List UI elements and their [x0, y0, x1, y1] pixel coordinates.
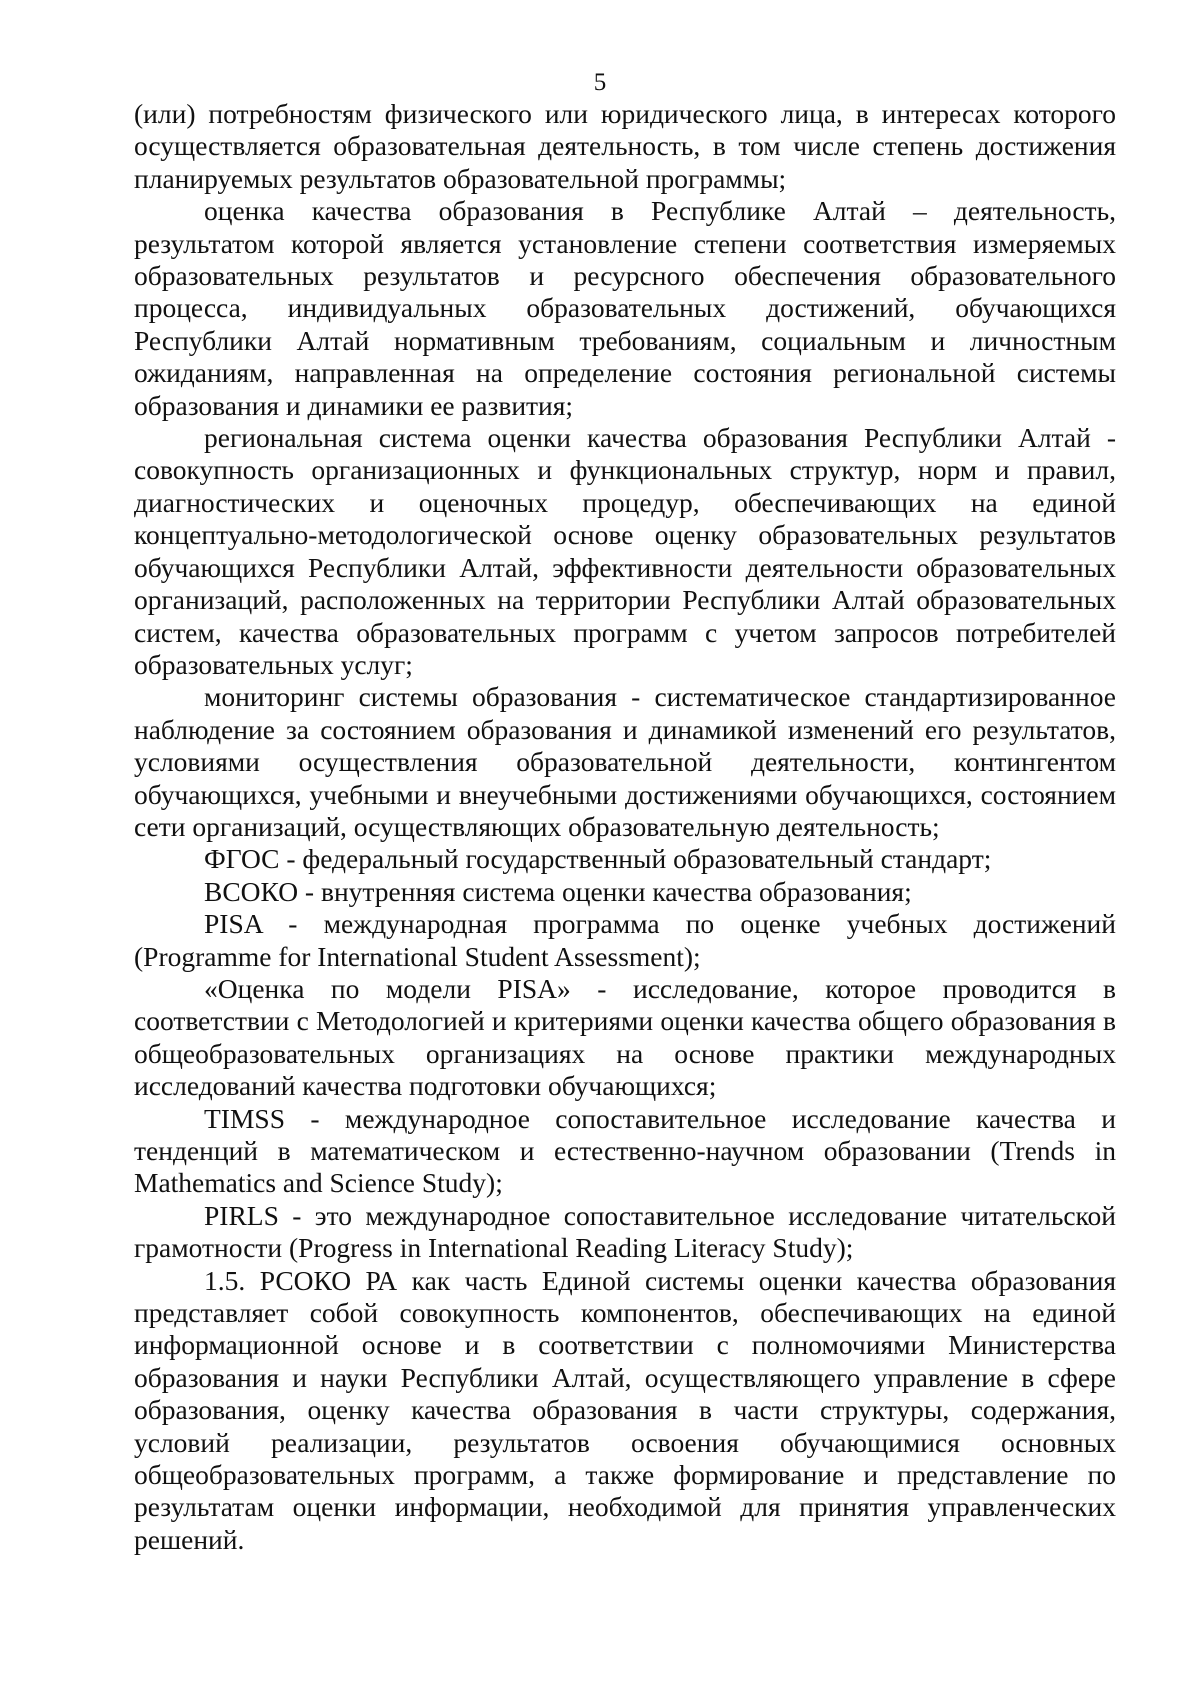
page-number: 5: [593, 69, 607, 96]
paragraph-vsoko-definition: ВСОКО - внутренняя система оценки качества образования;: [204, 875, 912, 907]
paragraph-timss-definition: TIMSS - международное сопоставительное исследование качества и тенденций в математическом и естественно-научном образовании (Trends in Mathematics and Science Study);: [134, 1102, 1116, 1199]
document-body: [134, 98, 1116, 1556]
paragraph-quality-assessment-definition: оценка качества образования в Республике Алтай – деятельность, результатом которой является установление степени соответствия измеряемых образовательных результатов и ресурсного обеспечения образовательного процесса, индивидуальных образовательных достижений, обучающихся Республики Алтай нормативным требованиям, социальным и личностным ожиданиям, направленная на определение состояния региональной системы образования и динамики ее развития;: [134, 195, 1116, 421]
paragraph-pisa-model-definition: «Оценка по модели PISA» - исследование, которое проводится в соответствии с Методологией и критериями оценки качества общего образования в общеобразовательных организациях на основе практики международных исследований качества подготовки обучающихся;: [134, 972, 1116, 1102]
paragraph-pirls-definition: PIRLS - это международное сопоставительное исследование читательской грамотности (Progress in International Reading Literacy Study);: [134, 1199, 1116, 1264]
paragraph-pisa-definition: PISA - международная программа по оценке учебных достижений (Programme for International Student Assessment);: [134, 908, 1116, 972]
paragraph-regional-system-definition: региональная система оценки качества образования Республики Алтай - совокупность организационных и функциональных структур, норм и правил, диагностических и оценочных процедур, обеспечивающих на единой концептуально-методологической основе оценку образовательных результатов обучающихся Республики Алтай, эффективности деятельности образовательных организаций, расположенных на территории Республики Алтай образовательных систем, качества образовательных программ с учетом запросов потребителей образовательных услуг;: [134, 422, 1116, 680]
paragraph-section-1-5: 1.5. РСОКО РА как часть Единой системы оценки качества образования представляет собой совокупность компонентов, обеспечивающих на единой информационной основе и в соответствии с полномочиями Министерства образования и науки Республики Алтай, осуществляющего управление в сфере образования, оценку качества образования в части структуры, содержания, условий реализации, результатов освоения обучающимися основных общеобразовательных программ, а также формирование и представление по результатам оценки информации, необходимой для принятия управленческих решений.: [134, 1264, 1116, 1555]
paragraph-continuation: (или) потребностям физического или юридического лица, в интересах которого осуществляется образовательная деятельность, в том числе степень достижения планируемых результатов образовательной программы;: [134, 98, 1116, 194]
paragraph-fgos-definition: ФГОС - федеральный государственный образовательный стандарт;: [204, 843, 992, 875]
paragraph-monitoring-definition: мониторинг системы образования - систематическое стандартизированное наблюдение за состоянием образования и динамикой изменений его результатов, условиями осуществления образовательной деятельности, контингентом обучающихся, учебными и внеучебными достижениями обучающихся, состоянием сети организаций, осуществляющих образовательную деятельность;: [134, 681, 1116, 842]
